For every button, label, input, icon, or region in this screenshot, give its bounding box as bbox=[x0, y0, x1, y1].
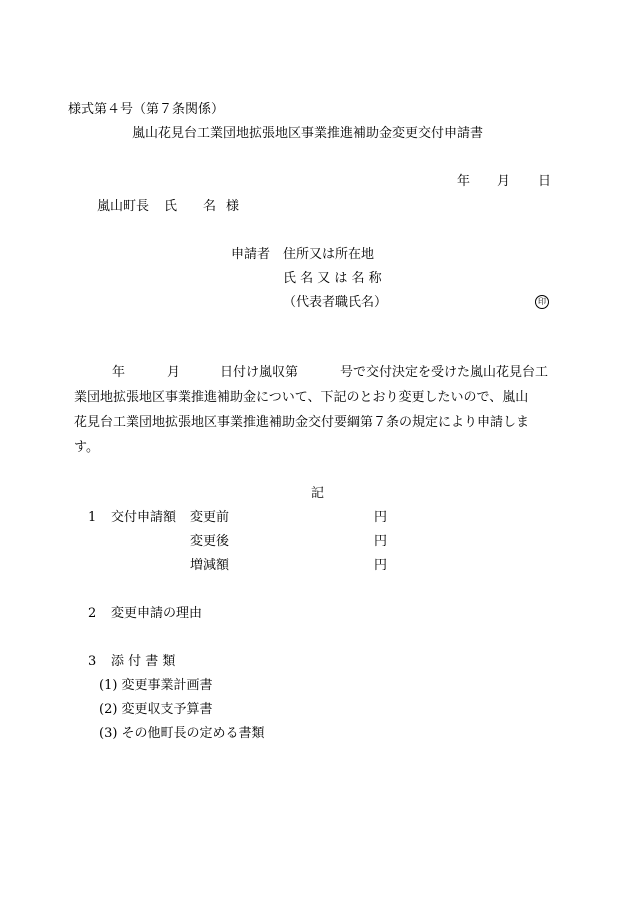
body-line-1 bbox=[74, 360, 574, 385]
document-title: 嵐山花見台工業団地拡張地区事業推進補助金変更交付申請書 bbox=[132, 126, 484, 141]
item2-number: 2 bbox=[88, 606, 97, 621]
item2-label: 変更申請の理由 bbox=[111, 606, 203, 621]
item1-number: 1 bbox=[88, 510, 97, 525]
body-year: 年 bbox=[112, 365, 126, 380]
item1-row-before-unit: 円 bbox=[374, 510, 388, 525]
body-paragraph bbox=[74, 360, 574, 460]
applicant-name-label: 氏 名 又 は 名 称 bbox=[283, 271, 382, 286]
seal-mark: 印 bbox=[535, 295, 549, 309]
item1-row-diff-unit: 円 bbox=[374, 558, 388, 573]
item1-label: 交付申請額 bbox=[111, 510, 177, 525]
addressee-name-label: 氏 名 bbox=[164, 199, 217, 214]
date-year-label: 年 bbox=[457, 174, 471, 189]
item1-row-after-unit: 円 bbox=[374, 534, 388, 549]
date-day-label: 日 bbox=[538, 174, 552, 189]
item3-subitem-3: (3) その他町長の定める書類 bbox=[99, 726, 265, 741]
item1-row-before-label: 変更前 bbox=[190, 510, 230, 525]
applicant-label: 申請者 bbox=[231, 247, 271, 262]
body-line-2: 業団地拡張地区事業推進補助金について、下記のとおり変更したいので、嵐山 bbox=[74, 390, 529, 405]
addressee-sama: 様 bbox=[226, 199, 240, 214]
item1-row-diff-label: 増減額 bbox=[190, 558, 230, 573]
body-month: 月 bbox=[167, 365, 181, 380]
body-line-4: す。 bbox=[74, 440, 99, 455]
item3-label: 添 付 書 類 bbox=[111, 654, 176, 669]
body-date-ref: 日付け嵐収第 bbox=[220, 365, 299, 380]
applicant-representative-label: （代表者職氏名） bbox=[283, 295, 388, 310]
addressee-mayor: 嵐山町長 bbox=[97, 199, 150, 214]
item3-subitem-1: (1) 変更事業計画書 bbox=[99, 678, 213, 693]
applicant-address-label: 住所又は所在地 bbox=[283, 247, 375, 262]
item3-subitem-2: (2) 変更収支予算書 bbox=[99, 702, 213, 717]
date-month-label: 月 bbox=[497, 174, 511, 189]
item1-row-after-label: 変更後 bbox=[190, 534, 230, 549]
ki-heading: 記 bbox=[311, 486, 325, 501]
body-line-3: 花見台工業団地拡張地区事業推進補助金交付要綱第７条の規定により申請しま bbox=[74, 415, 530, 430]
form-number: 様式第４号（第７条関係） bbox=[68, 102, 225, 117]
item3-number: 3 bbox=[88, 654, 97, 669]
body-line1-tail: 号で交付決定を受けた嵐山花見台工 bbox=[340, 365, 549, 380]
